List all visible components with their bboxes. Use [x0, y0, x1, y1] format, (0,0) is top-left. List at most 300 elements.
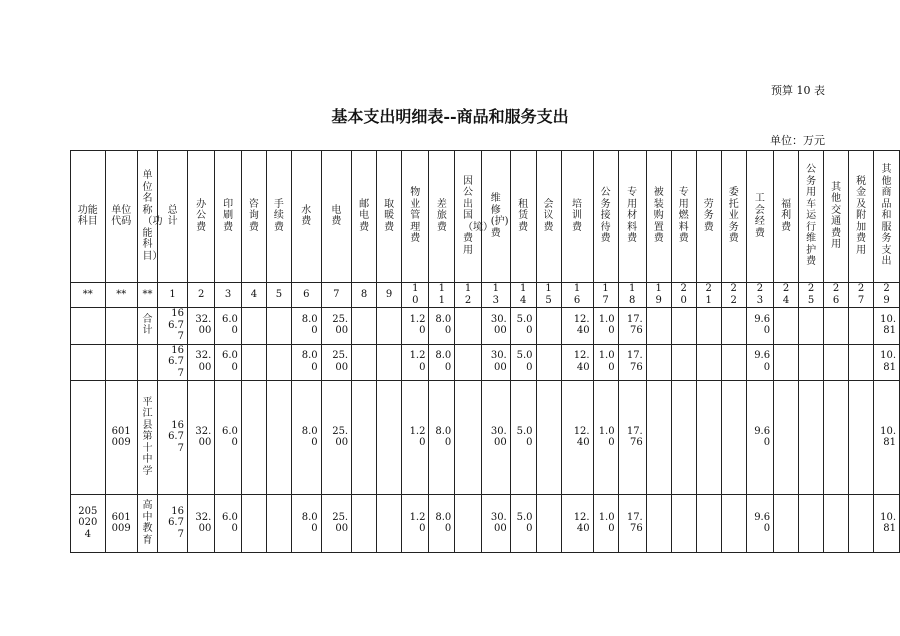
index-cell-text: 13	[492, 283, 499, 306]
table-cell	[849, 344, 874, 381]
table-cell-text: 12.40	[573, 313, 590, 337]
index-cell	[799, 283, 824, 308]
table-cell	[646, 344, 671, 381]
table-cell	[455, 495, 482, 553]
table-cell-text: 1.20	[409, 425, 426, 448]
table-cell	[158, 344, 188, 381]
table-cell	[402, 344, 429, 381]
table-cell-text: 9.60	[754, 425, 771, 448]
header-cell	[321, 151, 352, 283]
table-cell-text: 17.76	[626, 313, 643, 337]
table-cell	[746, 495, 773, 553]
table-cell	[646, 381, 671, 495]
index-cell	[105, 283, 137, 308]
table-cell	[536, 495, 561, 553]
table-cell-text: 1.20	[409, 511, 426, 534]
index-cell	[187, 283, 214, 308]
index-cell	[671, 283, 696, 308]
unit-label: 单位：万元	[770, 134, 825, 147]
table-cell-text: 17.76	[626, 511, 643, 534]
table-cell-text: 30.00	[490, 350, 507, 373]
table-cell	[746, 308, 773, 345]
index-cell-text: 23	[756, 283, 764, 306]
table-cell	[187, 495, 214, 553]
table-cell	[536, 381, 561, 495]
index-cell-text: 21	[705, 283, 712, 306]
table-cell	[536, 308, 561, 345]
index-cell	[536, 283, 561, 308]
table-cell	[774, 308, 799, 345]
index-cell	[455, 283, 482, 308]
table-cell	[266, 308, 291, 345]
index-cell	[561, 283, 593, 308]
table-cell-text: 25.00	[332, 313, 349, 337]
table-cell	[352, 308, 377, 345]
table-cell	[618, 344, 646, 381]
table-cell	[71, 308, 106, 345]
header-cell-text: 印刷费	[223, 198, 234, 233]
table-row	[71, 381, 900, 495]
table-cell	[799, 344, 824, 381]
index-cell-text: 11	[438, 283, 446, 306]
table-cell	[402, 381, 429, 495]
table-cell-text: 8.00	[435, 350, 452, 373]
table-cell	[849, 381, 874, 495]
header-cell-text: 委托业务费	[728, 187, 739, 245]
table-cell	[799, 381, 824, 495]
table-cell-text: 166.77	[168, 308, 184, 342]
table-cell	[824, 495, 849, 553]
table-cell	[71, 344, 106, 381]
header-cell	[696, 151, 721, 283]
table-cell	[510, 495, 536, 553]
table-cell	[137, 495, 157, 553]
table-cell-text: 6.00	[221, 425, 238, 448]
index-cell	[646, 283, 671, 308]
table-cell	[158, 381, 188, 495]
table-cell-text: 8.00	[301, 511, 318, 534]
table-row	[71, 308, 900, 345]
table-cell	[618, 495, 646, 553]
table-cell-text: 8.00	[435, 313, 452, 337]
table-cell-text: 高中教育	[142, 500, 153, 546]
index-cell	[510, 283, 536, 308]
table-cell	[105, 344, 137, 381]
table-cell	[429, 308, 455, 345]
table-cell	[618, 308, 646, 345]
table-cell	[352, 344, 377, 381]
table-cell	[774, 344, 799, 381]
table-cell	[593, 495, 618, 553]
table-cell-text: 8.00	[435, 511, 452, 534]
table-cell	[429, 381, 455, 495]
table-cell	[481, 381, 510, 495]
header-cell-text: 税金及附加费用	[856, 175, 867, 256]
table-cell	[721, 381, 746, 495]
index-cell	[429, 283, 455, 308]
expense-table	[70, 150, 900, 553]
table-cell	[241, 344, 266, 381]
table-cell-text: 10.81	[880, 425, 896, 448]
table-cell	[455, 344, 482, 381]
table-cell-text: 8.00	[301, 313, 318, 337]
index-cell-text: 2	[197, 288, 205, 300]
table-cell-text: 9.60	[754, 313, 771, 337]
table-cell-text: 32.00	[195, 425, 212, 448]
table-cell-text: 2050204	[78, 505, 98, 540]
table-cell	[137, 344, 157, 381]
table-cell-text: 5.00	[516, 511, 533, 534]
header-cell	[746, 151, 773, 283]
header-cell-text: 总计	[167, 204, 178, 227]
index-cell-text: 6	[303, 288, 310, 300]
table-cell	[824, 308, 849, 345]
table-cell-text: 32.00	[195, 511, 212, 534]
header-cell-text: 办公费	[196, 198, 207, 233]
table-cell	[158, 495, 188, 553]
table-cell	[618, 381, 646, 495]
header-cell	[455, 151, 494, 283]
table-cell	[510, 344, 536, 381]
index-cell-text: **	[82, 288, 93, 300]
table-cell	[215, 381, 242, 495]
table-cell-text: 166.77	[168, 505, 184, 540]
table-cell-text: 17.76	[626, 350, 643, 373]
page-number: 预算 10 表	[771, 84, 825, 97]
header-cell-text: 公务接待费	[600, 187, 611, 245]
index-cell	[874, 283, 900, 308]
table-cell-text: 合计	[142, 313, 153, 337]
table-cell-text: 5.00	[516, 313, 533, 337]
table-cell-text: 30.00	[490, 511, 507, 534]
table-cell-text: 12.40	[573, 350, 590, 373]
table-cell	[402, 495, 429, 553]
table-cell	[71, 495, 106, 553]
index-cell	[215, 283, 242, 308]
index-cell	[696, 283, 721, 308]
table-cell	[849, 308, 874, 345]
table-cell-text: 9.60	[754, 511, 771, 534]
table-cell	[241, 308, 266, 345]
header-cell	[291, 151, 321, 283]
index-cell	[481, 283, 510, 308]
header-cell	[774, 151, 799, 283]
table-cell	[721, 495, 746, 553]
page-title: 基本支出明细表--商品和服务支出	[331, 107, 569, 126]
table-cell	[849, 495, 874, 553]
table-row	[71, 495, 900, 553]
index-cell-text: **	[116, 288, 127, 300]
table-cell-text: 166.77	[168, 419, 184, 454]
table-cell-text: 25.00	[332, 350, 349, 373]
header-cell	[510, 151, 536, 283]
table-cell-text: 8.00	[301, 350, 318, 373]
index-cell-text: 19	[655, 283, 662, 306]
table-cell	[561, 344, 593, 381]
index-cell	[746, 283, 773, 308]
header-cell	[849, 151, 874, 283]
index-cell-text: 15	[545, 283, 552, 306]
header-cell	[799, 151, 824, 283]
header-cell-text: 其他交通费用	[831, 181, 842, 250]
table-cell	[746, 344, 773, 381]
header-cell-text: 取暖费	[384, 198, 395, 233]
table-cell	[696, 344, 721, 381]
table-cell	[455, 308, 482, 345]
header-cell-text: 被装购置费	[653, 187, 664, 245]
header-cell	[241, 151, 266, 283]
table-cell-text: 6.00	[221, 313, 238, 337]
table-cell	[510, 381, 536, 495]
header-cell	[266, 151, 291, 283]
index-cell	[593, 283, 618, 308]
index-cell-text: 29	[883, 283, 890, 306]
table-cell	[266, 344, 291, 381]
table-cell-text: 12.40	[573, 425, 590, 448]
table-cell	[105, 308, 137, 345]
table-cell	[291, 381, 321, 495]
table-cell	[561, 308, 593, 345]
header-cell	[352, 151, 377, 283]
index-cell-text: 8	[360, 288, 368, 300]
table-cell	[746, 381, 773, 495]
table-cell	[593, 344, 618, 381]
table-row	[71, 344, 900, 381]
table-cell-text: 1.00	[598, 425, 615, 448]
table-cell	[481, 308, 510, 345]
table-cell	[321, 344, 352, 381]
index-cell-text: 14	[519, 283, 527, 306]
header-cell	[646, 151, 671, 283]
table-cell	[71, 381, 106, 495]
index-cell	[71, 283, 106, 308]
table-cell-text: 601009	[111, 425, 131, 448]
table-cell	[696, 381, 721, 495]
table-cell	[215, 495, 242, 553]
table-cell-text: 25.00	[332, 511, 349, 534]
header-cell-text: 手续费	[273, 198, 284, 233]
header-cell-text: 专用燃料费	[678, 187, 689, 245]
header-cell-text: 租赁费	[518, 198, 529, 233]
table-cell	[774, 381, 799, 495]
index-cell-text: 12	[464, 283, 472, 306]
header-cell	[187, 151, 214, 283]
table-cell	[696, 308, 721, 345]
table-cell	[266, 495, 291, 553]
table-cell-text: 30.00	[490, 425, 507, 448]
index-cell-text: 20	[680, 283, 687, 306]
header-cell	[874, 151, 900, 283]
table-cell	[799, 308, 824, 345]
table-cell-text: 5.00	[516, 425, 533, 448]
table-cell-text: 8.00	[435, 425, 452, 448]
table-cell	[291, 495, 321, 553]
header-cell-text: 邮电费	[359, 198, 370, 233]
table-cell-text: 25.00	[332, 425, 349, 448]
index-cell-text: 7	[333, 288, 340, 300]
table-cell	[321, 308, 352, 345]
table-cell	[402, 308, 429, 345]
table-cell-text: 6.00	[221, 511, 238, 534]
table-cell-text: 平江县第十中学	[142, 396, 153, 477]
table-cell	[429, 495, 455, 553]
table-cell	[241, 381, 266, 495]
header-cell-text: 物业管理费	[410, 187, 421, 245]
index-cell	[321, 283, 352, 308]
index-cell-text: 9	[385, 288, 393, 300]
header-cell-text: 单位代码	[111, 204, 132, 227]
table-cell	[377, 381, 402, 495]
header-cell-text: 功能科目	[77, 204, 98, 227]
index-cell	[618, 283, 646, 308]
table-cell-text: 32.00	[195, 313, 212, 337]
table-cell-text: 1.20	[409, 313, 426, 337]
index-cell-text: 22	[730, 283, 737, 306]
header-cell	[105, 151, 137, 283]
table-cell	[671, 344, 696, 381]
table-cell-text: 1.20	[409, 350, 426, 373]
table-cell	[137, 308, 157, 345]
table-cell	[799, 495, 824, 553]
index-cell	[137, 283, 157, 308]
table-cell	[352, 495, 377, 553]
table-cell	[593, 308, 618, 345]
index-cell-text: 17	[602, 283, 609, 306]
index-cell	[849, 283, 874, 308]
table-cell	[187, 344, 214, 381]
index-cell-text: 18	[628, 283, 636, 306]
table-cell	[187, 308, 214, 345]
table-cell	[455, 381, 482, 495]
table-cell-text: 1.00	[598, 350, 615, 373]
table-cell	[215, 308, 242, 345]
table-cell	[561, 381, 593, 495]
header-cell-text: 因公出国（境）费用	[463, 175, 494, 256]
header-cell-text: 单位名称（功能科目）	[142, 170, 163, 262]
table-cell	[646, 308, 671, 345]
table-cell	[266, 381, 291, 495]
index-cell	[158, 283, 188, 308]
header-row	[71, 151, 900, 283]
table-cell	[377, 344, 402, 381]
table-cell	[824, 381, 849, 495]
header-cell	[377, 151, 402, 283]
header-cell	[721, 151, 746, 283]
header-cell-text: 差旅费	[436, 198, 447, 233]
table-cell-text: 6.00	[221, 350, 238, 373]
table-cell-text: 10.81	[880, 313, 896, 337]
table-cell	[561, 495, 593, 553]
table-cell-text: 17.76	[626, 425, 643, 448]
header-cell	[561, 151, 593, 283]
table-cell-text: 8.00	[301, 425, 318, 448]
index-cell-text: 5	[275, 288, 283, 300]
table-cell-text: 10.81	[880, 511, 896, 534]
index-cell-text: 16	[573, 283, 581, 306]
header-cell-text: 维修(护)费	[490, 193, 509, 239]
index-cell-text: 24	[782, 283, 790, 306]
header-cell-text: 培训费	[572, 198, 583, 233]
table-cell-text: 1.00	[598, 313, 615, 337]
table-cell	[721, 344, 746, 381]
table-cell	[874, 344, 900, 381]
index-cell-text: 3	[224, 288, 232, 300]
table-cell	[377, 495, 402, 553]
table-cell	[291, 308, 321, 345]
index-cell	[824, 283, 849, 308]
index-cell	[266, 283, 291, 308]
header-cell-text: 水费	[301, 204, 312, 227]
table-cell	[646, 495, 671, 553]
table-cell	[137, 381, 157, 495]
table-cell	[874, 308, 900, 345]
table-cell	[105, 381, 137, 495]
table-cell-text: 32.00	[195, 350, 212, 373]
table-cell	[105, 495, 137, 553]
header-cell-text: 福利费	[781, 198, 792, 233]
index-cell	[352, 283, 377, 308]
index-cell-text: 4	[250, 288, 258, 300]
header-cell	[402, 151, 429, 283]
header-cell-text: 咨询费	[248, 198, 259, 233]
table-cell	[874, 495, 900, 553]
table-cell	[824, 344, 849, 381]
table-cell-text: 12.40	[573, 511, 590, 534]
table-cell	[536, 344, 561, 381]
index-cell-text: 25	[807, 283, 815, 306]
table-cell	[774, 495, 799, 553]
table-cell-text: 5.00	[516, 350, 533, 373]
table-cell	[671, 381, 696, 495]
index-cell-text: **	[142, 288, 153, 300]
index-cell	[402, 283, 429, 308]
table-cell-text: 9.60	[754, 350, 771, 373]
table-cell	[321, 381, 352, 495]
header-cell-text: 其他商品和服务支出	[881, 164, 892, 268]
index-cell-text: 10	[412, 283, 419, 306]
index-cell	[241, 283, 266, 308]
index-row	[71, 283, 900, 308]
table-cell	[241, 495, 266, 553]
header-cell	[824, 151, 849, 283]
table-cell	[874, 381, 900, 495]
table-cell	[696, 495, 721, 553]
header-cell	[618, 151, 646, 283]
table-cell-text: 30.00	[490, 313, 507, 337]
header-cell-text: 公务用车运行维护费	[806, 164, 817, 268]
table-cell	[721, 308, 746, 345]
header-cell	[429, 151, 455, 283]
table-cell	[377, 308, 402, 345]
table-cell-text: 10.81	[880, 350, 896, 373]
index-cell	[721, 283, 746, 308]
index-cell-text: 27	[857, 283, 865, 306]
header-cell-text: 劳务费	[703, 198, 714, 233]
index-cell	[774, 283, 799, 308]
index-cell	[291, 283, 321, 308]
header-cell	[481, 151, 510, 283]
header-cell	[71, 151, 106, 283]
table-cell	[671, 308, 696, 345]
header-cell-text: 会议费	[543, 198, 554, 233]
table-cell	[593, 381, 618, 495]
table-cell	[158, 308, 188, 345]
table-cell-text: 1.00	[598, 511, 615, 534]
table-cell-text: 166.77	[168, 344, 184, 379]
table-cell	[291, 344, 321, 381]
table-cell	[352, 381, 377, 495]
table-cell	[321, 495, 352, 553]
